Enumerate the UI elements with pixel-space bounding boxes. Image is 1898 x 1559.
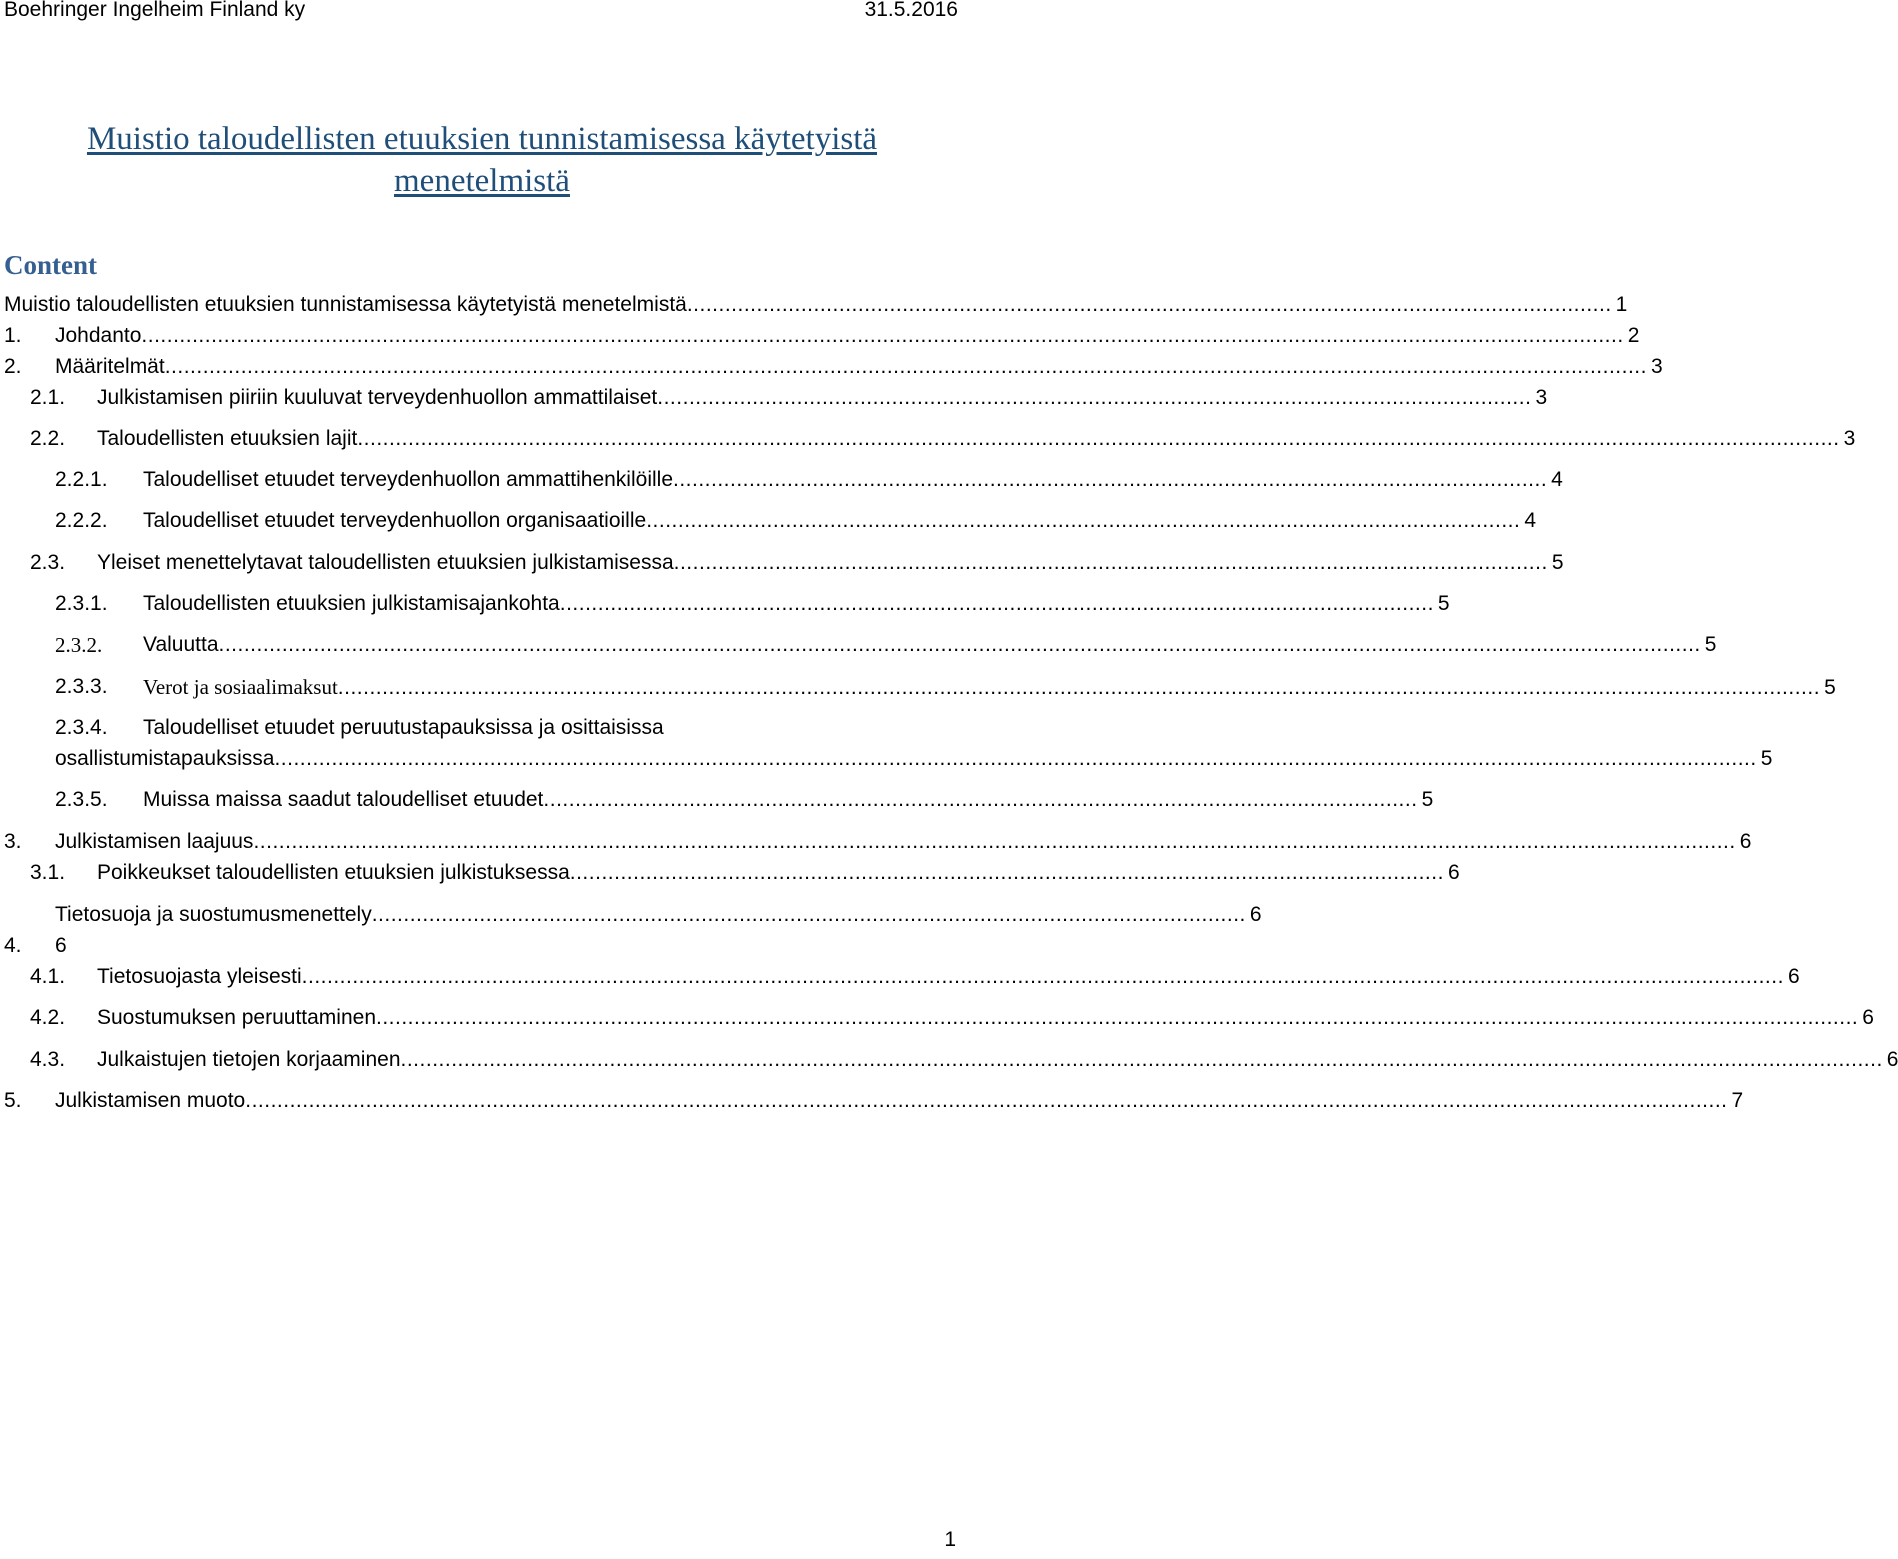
toc-label: Taloudelliset etuudet peruutustapauksissa ja osittaisissa	[143, 716, 664, 739]
toc-number: 4.	[4, 934, 22, 957]
toc-label: Taloudellisten etuuksien julkistamisajankohta	[143, 592, 560, 615]
toc-label: Tietosuojasta yleisesti	[97, 965, 302, 988]
toc-number: 4.1.	[30, 965, 66, 988]
toc-leader: ..........................................................................................................................................................................................................................................	[376, 1006, 1859, 1029]
toc-page: 6	[1739, 830, 1752, 853]
toc-page: 1	[1615, 293, 1628, 316]
toc-number: 2.3.2.	[55, 633, 103, 657]
toc-leader: ..........................................................................................................................................	[673, 468, 1548, 491]
toc-entry-3-1[interactable]	[0, 858, 1460, 888]
toc-number: 1.	[4, 324, 22, 347]
toc-page: 4	[1551, 468, 1563, 491]
toc-entry-document-title[interactable]	[0, 290, 1628, 320]
toc-page: 5	[1551, 551, 1564, 574]
toc-page: 6	[1862, 1006, 1874, 1029]
toc-leader: ..........................................................................................................................................................................................................................................	[400, 1048, 1883, 1071]
toc-leader: ..........................................................................................................................................	[543, 788, 1418, 811]
toc-number: 2.3.	[30, 551, 66, 574]
toc-number: 2.3.3.	[55, 675, 108, 698]
toc-label: Muissa maissa saadut taloudelliset etuudet	[143, 788, 544, 811]
toc-leader: ..........................................................................................................................................................................................................................................	[218, 633, 1701, 656]
toc-number: 2.	[4, 355, 22, 378]
toc-number: 2.2.	[30, 427, 66, 450]
header-date: 31.5.2016	[864, 0, 958, 21]
toc-leader: ..........................................................................................................................................	[569, 861, 1444, 884]
toc-leader: ..........................................................................................................................................	[371, 903, 1246, 926]
toc-page: 6	[1787, 965, 1800, 988]
toc-label-continued: osallistumistapauksissa	[55, 747, 275, 770]
document-title-line-2: menetelmistä	[394, 163, 570, 199]
toc-entry-2[interactable]	[0, 352, 1663, 382]
toc-entry-2-2[interactable]	[0, 424, 1856, 454]
toc-label: Valuutta	[143, 633, 219, 656]
toc-number: 4.3.	[30, 1048, 66, 1071]
toc-page: 3	[1535, 386, 1548, 409]
toc-entry-4-2[interactable]	[0, 1003, 1874, 1033]
toc-page: 5	[1437, 592, 1450, 615]
toc-label: Taloudellisten etuuksien lajit	[97, 427, 358, 450]
toc-number: 2.3.5.	[55, 788, 108, 811]
toc-entry-2-3[interactable]	[0, 548, 1564, 578]
toc-heading: Content	[4, 250, 97, 280]
toc-number: 2.3.4.	[55, 716, 108, 739]
toc-leader: ..........................................................................................................................................................................................................................................	[141, 324, 1624, 347]
toc-entry-tietosuoja[interactable]	[0, 900, 1262, 930]
toc-label: Julkaistujen tietojen korjaaminen	[97, 1048, 401, 1071]
toc-entry-2-2-1[interactable]	[0, 465, 1563, 495]
toc-leader: ..........................................................................................................................................................................................................................................	[253, 830, 1736, 853]
document-title[interactable]	[0, 118, 964, 202]
toc-leader: ..........................................................................................................................................................................................................................................	[337, 676, 1821, 699]
toc-entry-4-1[interactable]	[0, 962, 1800, 992]
toc-page: 6	[1886, 1048, 1898, 1071]
toc-number: 2.1.	[30, 386, 66, 409]
document-title-line-1: Muistio taloudellisten etuuksien tunnistamisessa käytetyistä	[86, 121, 878, 157]
toc-entry-5[interactable]	[0, 1086, 1744, 1116]
toc-leader: ..........................................................................................................................................	[646, 509, 1521, 532]
toc-page: 2	[1627, 324, 1640, 347]
toc-leader: ..........................................................................................................................................	[673, 551, 1548, 574]
toc-leader: ..........................................................................................................................................................................................................................................	[301, 965, 1784, 988]
toc-leader: ..................................................................................................................................................	[686, 293, 1612, 316]
toc-number: 3.	[4, 830, 22, 853]
toc-page: 3	[1843, 427, 1856, 450]
toc-label: Tietosuoja ja suostumusmenettely	[55, 903, 372, 926]
toc-page: 5	[1421, 788, 1434, 811]
toc-label: 6	[55, 934, 67, 957]
toc-number: 5.	[4, 1089, 22, 1112]
toc-entry-4[interactable]	[0, 931, 960, 961]
toc-label: Verot ja sosiaalimaksut	[143, 675, 338, 699]
toc-label: Julkistamisen muoto	[55, 1089, 246, 1112]
toc-label: Johdanto	[55, 324, 142, 347]
toc-label: Yleiset menettelytavat taloudellisten etuuksien julkistamisessa	[97, 551, 674, 574]
toc-number: 3.1.	[30, 861, 66, 884]
toc-label: Julkistamisen piiriin kuuluvat terveydenhuollon ammattilaiset	[97, 386, 658, 409]
page-number: 1	[944, 1528, 956, 1551]
toc-page: 5	[1760, 747, 1773, 770]
toc-entry-2-3-5[interactable]	[0, 785, 1434, 815]
toc-page: 6	[1249, 903, 1262, 926]
toc-page: 3	[1650, 355, 1663, 378]
toc-entry-2-1[interactable]	[0, 383, 1548, 413]
toc-entry-3[interactable]	[0, 827, 1752, 857]
toc-leader: ..........................................................................................................................................	[559, 592, 1434, 615]
toc-entry-1[interactable]	[0, 321, 1640, 351]
toc-leader: ..........................................................................................................................................................................................................................................	[357, 427, 1840, 450]
toc-number: 2.3.1.	[55, 592, 108, 615]
page-header	[0, 0, 960, 28]
toc-entry-2-3-2[interactable]	[0, 630, 1717, 660]
toc-label: Taloudelliset etuudet terveydenhuollon ammattihenkilöille	[143, 468, 673, 491]
toc-page: 5	[1824, 676, 1836, 699]
toc-number: 4.2.	[30, 1006, 66, 1029]
toc-label: Taloudelliset etuudet terveydenhuollon organisaatioille	[143, 509, 647, 532]
toc-page: 5	[1704, 633, 1717, 656]
toc-label: Suostumuksen peruuttaminen	[97, 1006, 376, 1029]
toc-leader: ..........................................................................................................................................	[657, 386, 1532, 409]
toc-number: 2.2.1.	[55, 468, 108, 491]
toc-entry-2-2-2[interactable]	[0, 506, 1537, 536]
toc-label: Määritelmät	[55, 355, 165, 378]
toc-entry-2-3-1[interactable]	[0, 589, 1450, 619]
toc-entry-2-3-3[interactable]	[0, 672, 1836, 702]
toc-page: 4	[1524, 509, 1537, 532]
toc-label: Poikkeukset taloudellisten etuuksien julkistuksessa	[97, 861, 570, 884]
toc-entry-2-3-4[interactable]	[0, 713, 1773, 775]
header-company: Boehringer Ingelheim Finland ky	[4, 0, 306, 21]
toc-leader: ..........................................................................................................................................................................................................................................	[245, 1089, 1728, 1112]
toc-leader: ..........................................................................................................................................................................................................................................	[274, 747, 1757, 770]
toc-page: 6	[1447, 861, 1460, 884]
toc-leader: ..........................................................................................................................................................................................................................................	[164, 355, 1647, 378]
toc-label: Muistio taloudellisten etuuksien tunnistamisessa käytetyistä menetelmistä	[4, 293, 687, 316]
toc-label: Julkistamisen laajuus	[55, 830, 254, 853]
toc-page: 7	[1731, 1089, 1744, 1112]
toc-entry-4-3[interactable]	[0, 1045, 1898, 1075]
toc-number: 2.2.2.	[55, 509, 108, 532]
